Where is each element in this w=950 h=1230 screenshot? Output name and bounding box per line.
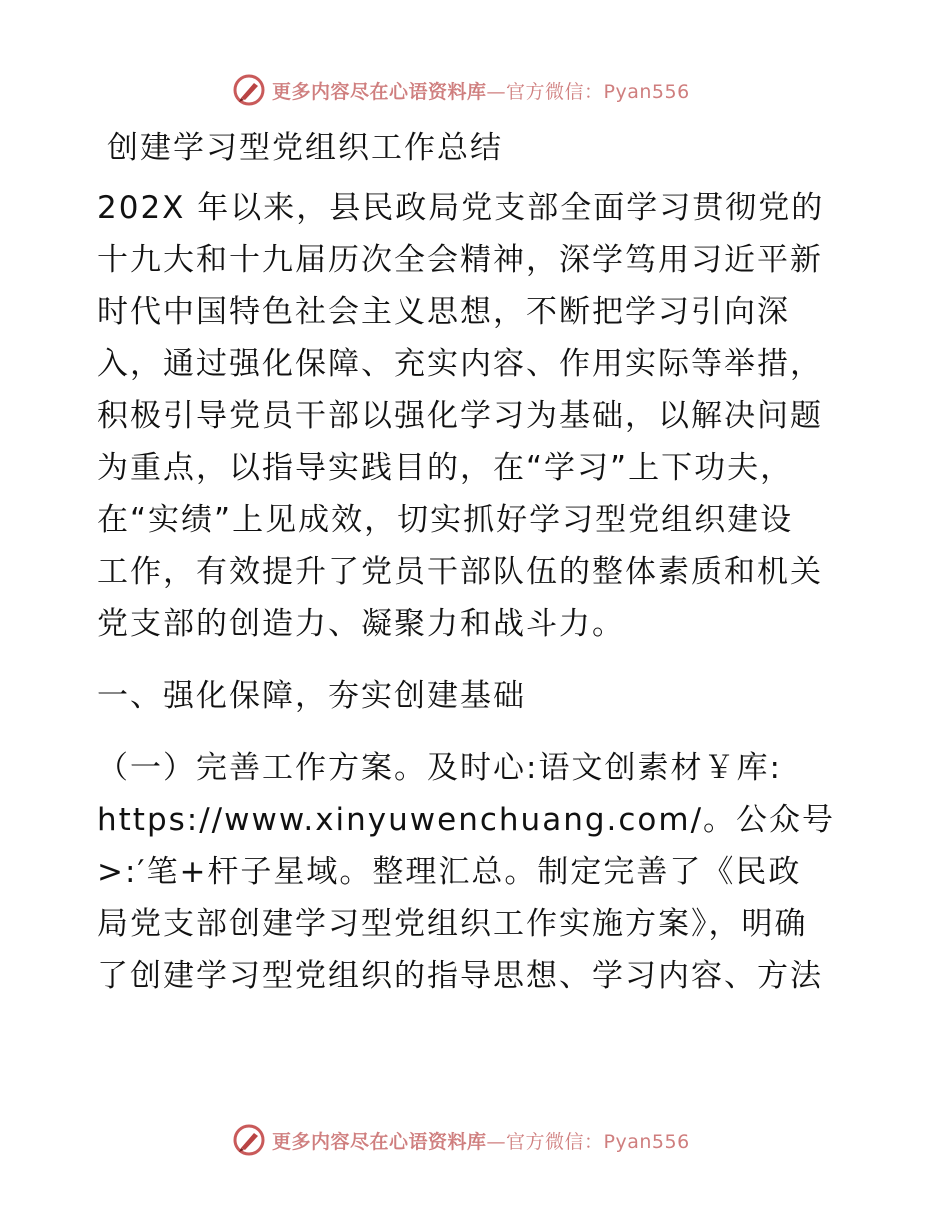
- banner-text: [272, 1127, 690, 1154]
- paragraph-line: （一）完善工作方案。及时心:语文创素材￥库:: [97, 750, 782, 786]
- paragraph-line: 工作，有效提升了党员干部队伍的整体素质和机关: [97, 554, 823, 590]
- paragraph-line: 在“实绩”上见成效，切实抓好学习型党组织建设: [97, 502, 794, 538]
- paragraph-line: https://www.xinyuwenchuang.com/。公众号: [97, 802, 836, 838]
- banner-site: 更多内容尽在心语资料库: [272, 1130, 487, 1153]
- banner-dash: —: [486, 1130, 507, 1153]
- paragraph-line: 局党支部创建学习型党组织工作实施方案》，明确: [97, 906, 808, 942]
- banner-site: 更多内容尽在心语资料库: [272, 80, 487, 103]
- paragraph-line: 了创建学习型党组织的指导思想、学习内容、方法: [97, 958, 823, 994]
- paragraph-line: 积极引导党员干部以强化学习为基础，以解决问题: [97, 398, 823, 434]
- banner-wechat-label: 官方微信：: [506, 80, 604, 103]
- section-heading: 一、强化保障，夯实创建基础: [97, 678, 526, 714]
- pen-logo-icon: [232, 1123, 266, 1157]
- document-title: 创建学习型党组织工作总结: [107, 130, 503, 166]
- paragraph-line: 时代中国特色社会主义思想，不断把学习引向深: [97, 294, 790, 330]
- paragraph-line: 入，通过强化保障、充实内容、作用实际等举措，: [97, 346, 823, 382]
- header-banner: [232, 72, 690, 108]
- paragraph-line: >:′笔+杆子星域。整理汇总。制定完善了《民政: [97, 854, 802, 890]
- document-body: [97, 122, 857, 1002]
- banner-wechat-id: Pyan556: [603, 80, 690, 103]
- banner-dash: —: [486, 80, 507, 103]
- banner-wechat-label: 官方微信：: [506, 1130, 604, 1153]
- banner-wechat-id: Pyan556: [603, 1130, 690, 1153]
- pen-logo-icon: [232, 73, 266, 107]
- paragraph-line: 202X 年以来，县民政局党支部全面学习贯彻党的: [97, 190, 825, 226]
- paragraph-line: 十九大和十九届历次全会精神，深学笃用习近平新: [97, 242, 823, 278]
- subsection-paragraph: [97, 742, 857, 1002]
- paragraph-line: 为重点，以指导实践目的，在“学习”上下功夫，: [97, 450, 794, 486]
- intro-paragraph: [97, 182, 857, 650]
- footer-banner: [232, 1122, 690, 1158]
- banner-text: [272, 77, 690, 104]
- paragraph-line: 党支部的创造力、凝聚力和战斗力。: [97, 606, 625, 642]
